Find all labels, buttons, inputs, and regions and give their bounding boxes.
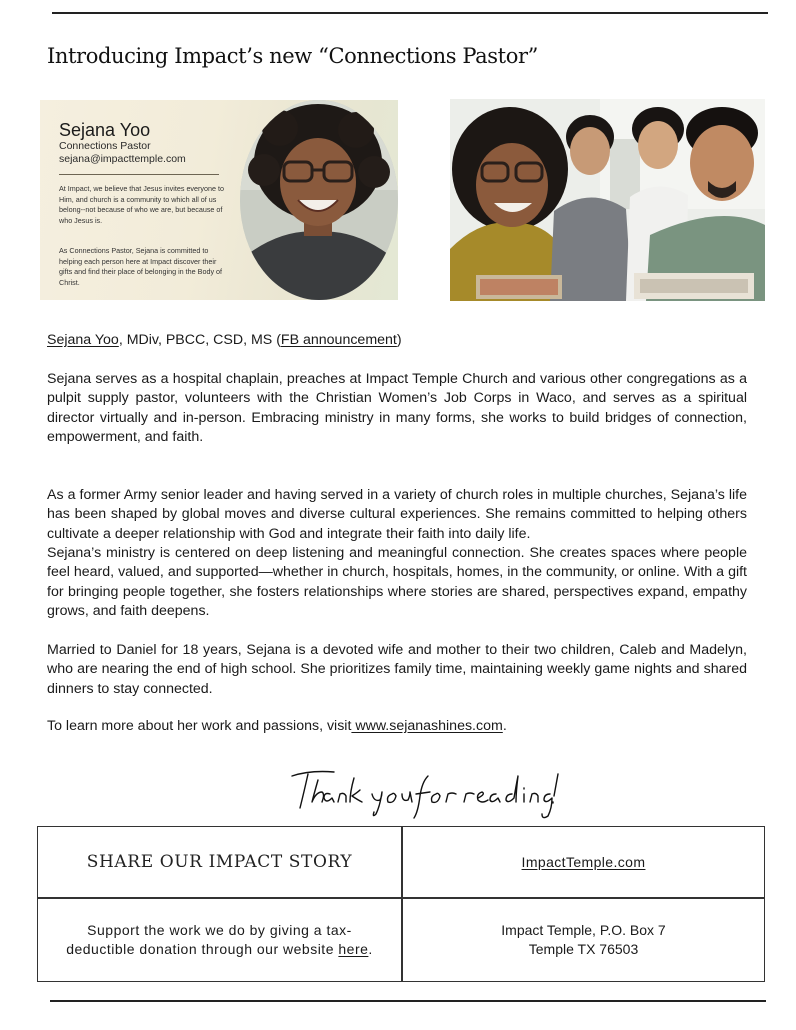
support-line-1: Support the work we do by giving a tax- — [87, 921, 352, 938]
support-end: . — [368, 941, 373, 957]
paragraph-background: As a former Army senior leader and having served in a variety of church roles in multiple churches, Sejana’s life has been shaped by global moves and diverse cultural experiences. She remains committed to helping others cultivate a deeper relationship with God and integrate their faith into daily life. — [47, 487, 747, 542]
learn-more — [47, 717, 747, 736]
card-email: sejana@impacttemple.com — [59, 153, 186, 165]
profile-link[interactable]: Sejana Yoo — [47, 332, 119, 348]
portrait-photo — [240, 100, 398, 300]
share-table — [37, 826, 765, 982]
donation-here-link[interactable]: here — [338, 941, 369, 957]
support-cell — [38, 899, 401, 981]
card-role: Connections Pastor — [59, 140, 151, 152]
paragraph-ministry: Sejana’s ministry is centered on deep listening and meaningful connection. She creates spaces where people feel heard, valued, and supported—whether in church, hospitals, homes, in the community, or online. With a gift for bringing people together, she fosters relationships where stories are shared, perspectives expand, empathy grows, and faith deepens. — [47, 545, 747, 619]
learn-more-end: . — [502, 718, 507, 734]
byline-close: ) — [396, 332, 402, 348]
website-link[interactable]: www.sejanashines.com — [351, 718, 503, 734]
impact-temple-link[interactable]: ImpactTemple.com — [521, 854, 646, 870]
address-cell — [403, 899, 764, 981]
paragraph-roles: Sejana serves as a hospital chaplain, preaches at Impact Temple Church and various other congregations as a pulpit supply pastor, volunteers with the Christian Women’s Job Corps in Waco, and serves as a spiritual director virtually and in-person. Embracing ministry in many forms, she works to build bridges of connection, empowerment, and faith. — [47, 371, 747, 445]
card-name: Sejana Yoo — [59, 120, 151, 140]
site-cell — [403, 827, 764, 897]
top-rule — [52, 12, 768, 14]
thank-you-script — [230, 762, 560, 822]
card-divider — [59, 174, 219, 175]
byline — [47, 332, 402, 348]
fb-announcement-link[interactable]: FB announcement — [280, 332, 397, 348]
address-line-2: Temple TX 76503 — [528, 941, 639, 957]
share-heading: SHARE OUR IMPACT STORY — [86, 852, 353, 872]
bottom-rule — [50, 1000, 766, 1002]
card-paragraph-belief: At Impact, we believe that Jesus invites everyone to Him, and church is a community to which all of us belong--not because of who we are, but because of who Jesus is. — [59, 184, 224, 225]
support-line-2 — [66, 940, 373, 960]
address-line-1: Impact Temple, P.O. Box 7 — [501, 921, 666, 938]
paragraph-family: Married to Daniel for 18 years, Sejana is a devoted wife and mother to their two children, Caleb and Madelyn, who are nearing the end of high school. She prioritizes family time, maintaining weekly game nights and shared dinners to stay connected. — [47, 642, 747, 697]
page-title: Introducing Impact’s new “Connections Pastor” — [47, 44, 538, 68]
card-paragraph-role: As Connections Pastor, Sejana is committed to helping each person here at Impact discover their gifts and find their place of belonging in the Body of Christ. — [59, 246, 223, 287]
family-photo — [450, 99, 765, 301]
support-text: deductible donation through our website — [66, 941, 339, 957]
pastor-announcement-graphic — [40, 100, 398, 300]
credentials: , MDiv, PBCC, CSD, MS ( — [118, 332, 281, 348]
learn-more-text: To learn more about her work and passions, visit — [47, 718, 352, 734]
